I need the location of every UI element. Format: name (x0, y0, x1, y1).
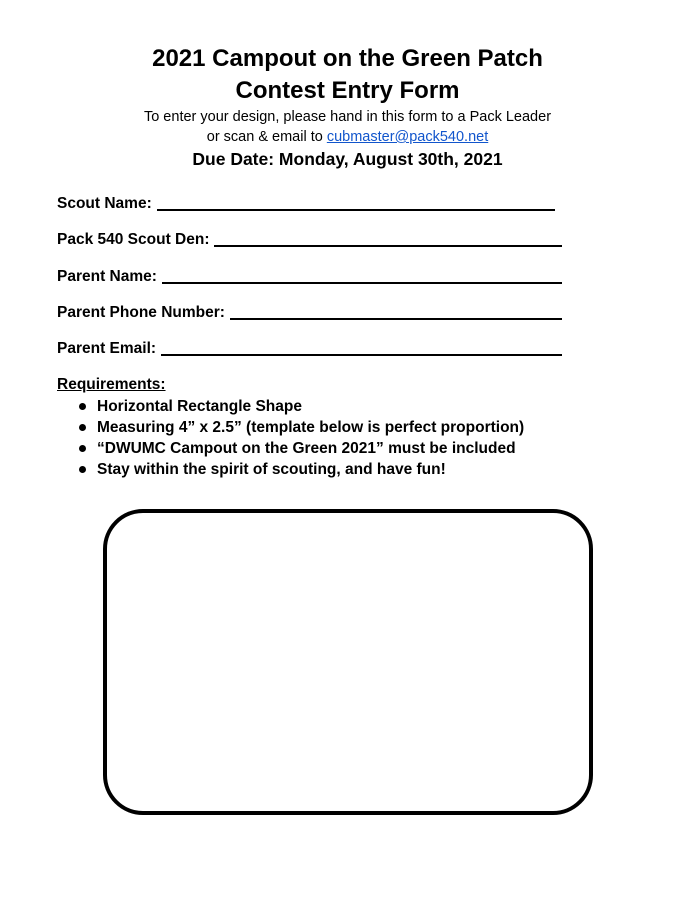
scout-name-label: Scout Name: (57, 195, 152, 212)
requirement-item (57, 417, 524, 438)
scout-den-label: Pack 540 Scout Den: (57, 231, 210, 248)
requirement-text: Measuring 4” x 2.5” (template below is perfect proportion) (97, 419, 525, 436)
scout-name-blank[interactable] (157, 195, 555, 211)
requirements-list (57, 396, 524, 480)
bullet-icon (79, 403, 86, 410)
due-date: Due Date: Monday, August 30th, 2021 (192, 149, 503, 169)
page-title: 2021 Campout on the Green Patch (152, 45, 543, 72)
parent-phone-label: Parent Phone Number: (57, 304, 225, 321)
parent-email-field[interactable] (57, 337, 562, 359)
instructions-line-1: To enter your design, please hand in this form to a Pack Leader (143, 109, 552, 125)
scout-name-field[interactable] (57, 192, 555, 214)
requirement-item (57, 459, 524, 480)
requirement-text: Horizontal Rectangle Shape (97, 398, 302, 415)
parent-name-label: Parent Name: (57, 268, 157, 285)
patch-design-template[interactable] (103, 509, 593, 815)
requirements-heading: Requirements: (57, 376, 166, 393)
requirement-text: Stay within the spirit of scouting, and have fun! (97, 461, 446, 478)
parent-name-field[interactable] (57, 265, 562, 287)
bullet-icon (79, 424, 86, 431)
instructions-prefix: or scan & email to (206, 129, 327, 145)
page-subtitle: Contest Entry Form (235, 77, 460, 104)
scout-den-blank[interactable] (214, 231, 562, 247)
parent-email-label: Parent Email: (57, 340, 157, 357)
bullet-icon (79, 466, 86, 473)
requirement-item (57, 396, 524, 417)
contact-email-link[interactable]: cubmaster@pack540.net (326, 129, 489, 145)
parent-email-blank[interactable] (161, 340, 562, 356)
parent-phone-field[interactable] (57, 301, 562, 323)
bullet-icon (79, 445, 86, 452)
requirement-text: “DWUMC Campout on the Green 2021” must be included (97, 440, 516, 457)
parent-phone-blank[interactable] (230, 304, 562, 320)
scout-den-field[interactable] (57, 228, 562, 250)
parent-name-blank[interactable] (162, 268, 562, 284)
instructions-line-2 (0, 127, 695, 147)
requirement-item (57, 438, 524, 459)
